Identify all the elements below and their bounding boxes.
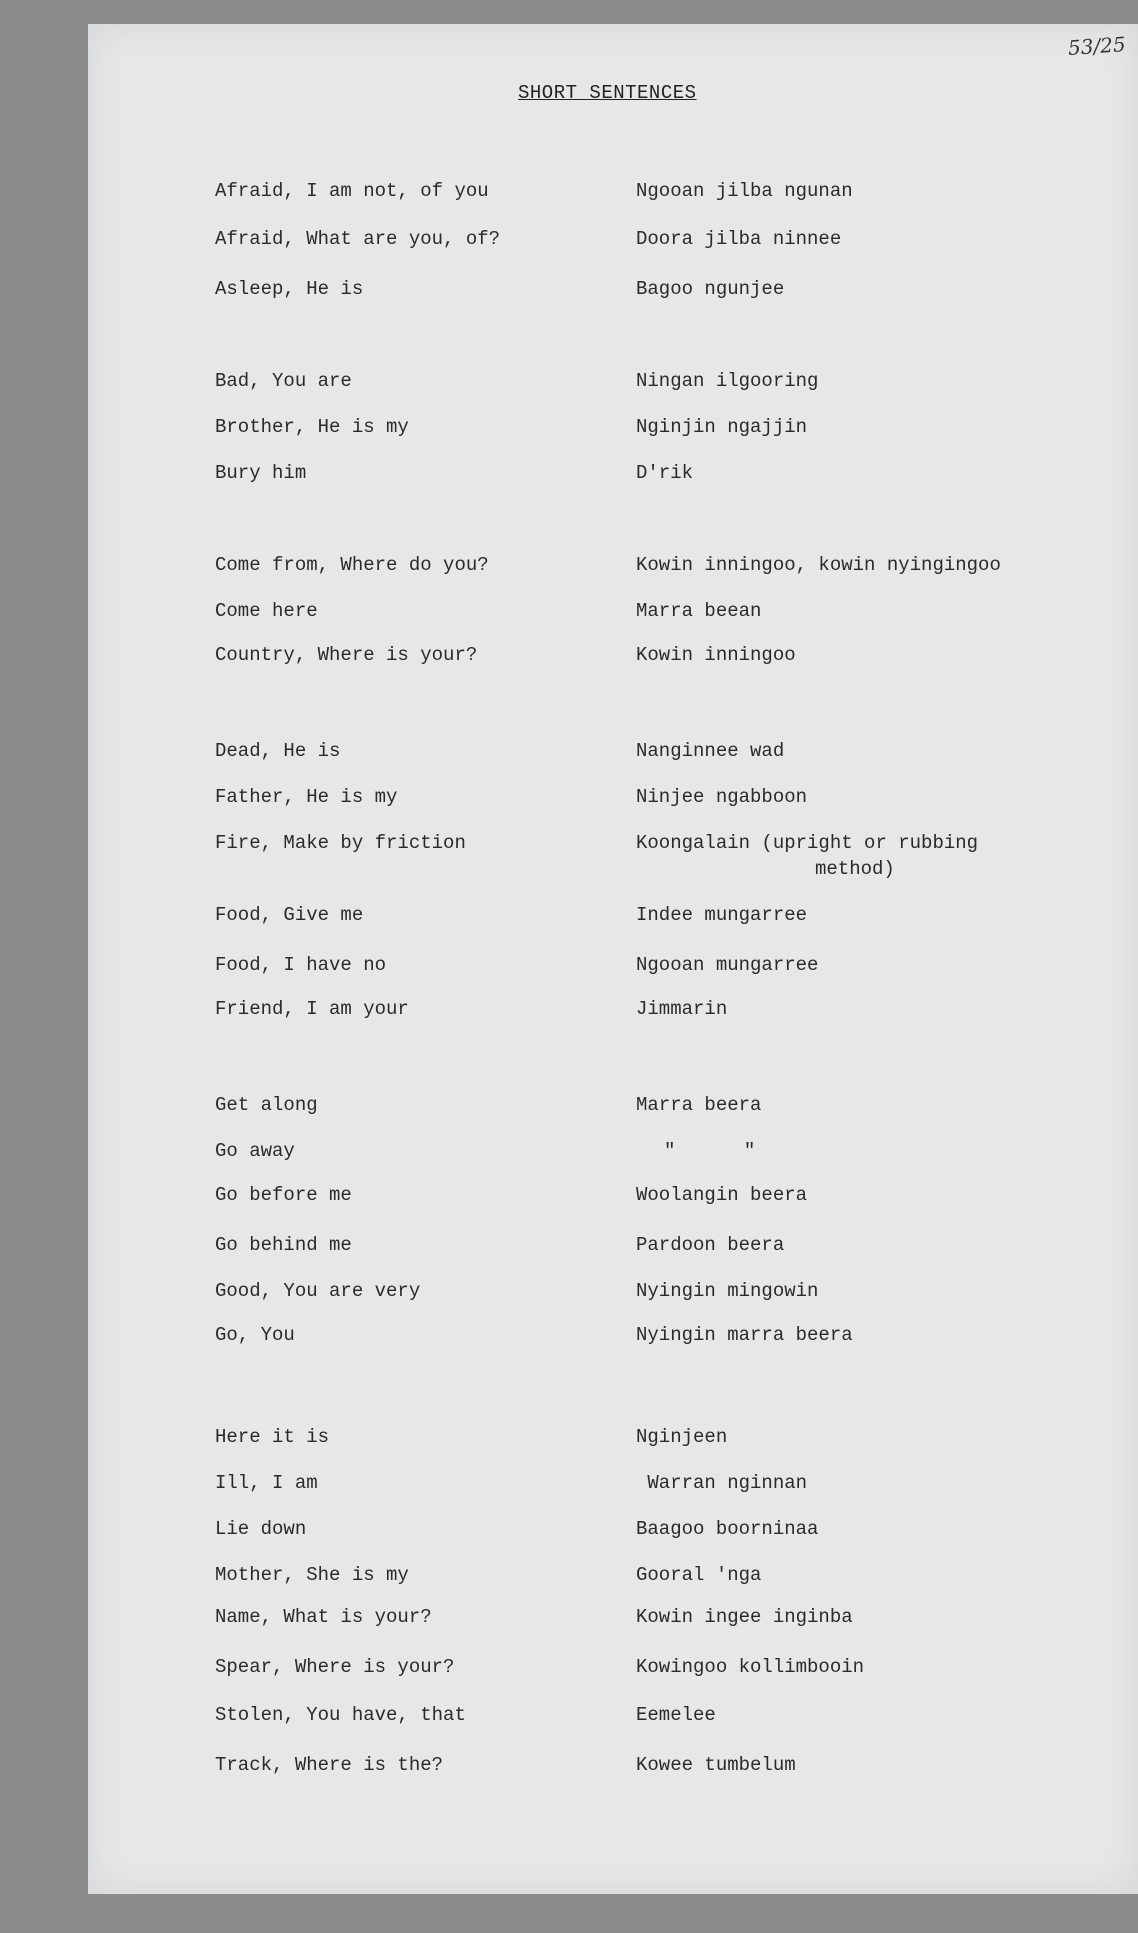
sentence-row — [0, 1518, 1138, 1548]
sentence-row — [0, 740, 1138, 770]
english-phrase: Friend, I am your — [215, 998, 409, 1020]
sentence-row — [0, 832, 1138, 888]
native-translation: Ninjee ngabboon — [636, 786, 808, 808]
sentence-row — [0, 278, 1138, 308]
native-translation: Nanginnee wad — [636, 740, 785, 762]
sentence-row — [0, 1656, 1138, 1686]
native-translation: Kowin inningoo, kowin nyingingoo — [636, 554, 1001, 576]
english-phrase: Bad, You are — [215, 370, 352, 392]
sentence-row — [0, 1564, 1138, 1594]
native-translation: Doora jilba ninnee — [636, 228, 842, 250]
english-phrase: Afraid, I am not, of you — [215, 180, 489, 202]
sentence-row — [0, 600, 1138, 630]
native-translation: Kowee tumbelum — [636, 1754, 796, 1776]
native-translation: " " — [664, 1140, 756, 1162]
native-translation: Nginjin ngajjin — [636, 416, 808, 438]
english-phrase: Bury him — [215, 462, 307, 484]
native-translation: Eemelee — [636, 1704, 716, 1726]
english-phrase: Ill, I am — [215, 1472, 318, 1494]
native-translation: Woolangin beera — [636, 1184, 808, 1206]
sentence-row — [0, 1094, 1138, 1124]
sentence-row — [0, 370, 1138, 400]
native-translation: Ngooan jilba ngunan — [636, 180, 853, 202]
english-phrase: Country, Where is your? — [215, 644, 478, 666]
native-translation: Jimmarin — [636, 998, 728, 1020]
english-phrase: Come from, Where do you? — [215, 554, 489, 576]
sentence-row — [0, 1324, 1138, 1354]
sentence-row — [0, 1184, 1138, 1214]
native-translation: Nginjeen — [636, 1426, 728, 1448]
sentence-row — [0, 1426, 1138, 1456]
sentence-row — [0, 644, 1138, 674]
english-phrase: Go behind me — [215, 1234, 352, 1256]
native-translation: Kowin ingee inginba — [636, 1606, 853, 1628]
sentence-row — [0, 1472, 1138, 1502]
native-translation: Warran nginnan — [636, 1472, 808, 1494]
native-translation: Baagoo boorninaa — [636, 1518, 819, 1540]
english-phrase: Fire, Make by friction — [215, 832, 466, 854]
sentence-row — [0, 554, 1138, 584]
english-phrase: Father, He is my — [215, 786, 398, 808]
english-phrase: Go away — [215, 1140, 295, 1162]
native-translation: Bagoo ngunjee — [636, 278, 785, 300]
sentence-row — [0, 998, 1138, 1028]
english-phrase: Stolen, You have, that — [215, 1704, 466, 1726]
english-phrase: Spear, Where is your? — [215, 1656, 455, 1678]
sentence-row — [0, 904, 1138, 934]
sentence-row — [0, 1280, 1138, 1310]
english-phrase: Name, What is your? — [215, 1606, 432, 1628]
sentence-row — [0, 1754, 1138, 1784]
sentence-row — [0, 786, 1138, 816]
native-translation: Indee mungarree — [636, 904, 808, 926]
native-translation: Marra beean — [636, 600, 762, 622]
english-phrase: Come here — [215, 600, 318, 622]
english-phrase: Asleep, He is — [215, 278, 364, 300]
english-phrase: Afraid, What are you, of? — [215, 228, 501, 250]
native-translation-continued: method) — [815, 858, 895, 880]
english-phrase: Food, Give me — [215, 904, 364, 926]
native-translation: Nyingin mingowin — [636, 1280, 819, 1302]
sentence-row — [0, 180, 1138, 210]
sentence-row — [0, 1140, 1138, 1170]
native-translation: Ningan ilgooring — [636, 370, 819, 392]
english-phrase: Get along — [215, 1094, 318, 1116]
native-translation: Nyingin marra beera — [636, 1324, 853, 1346]
english-phrase: Go, You — [215, 1324, 295, 1346]
sentence-row — [0, 462, 1138, 492]
page-title: SHORT SENTENCES — [518, 82, 697, 104]
english-phrase: Track, Where is the? — [215, 1754, 444, 1776]
sentence-row — [0, 1606, 1138, 1636]
sentence-row — [0, 416, 1138, 446]
native-translation: Kowin inningoo — [636, 644, 796, 666]
page-number: 53/25 — [1067, 32, 1127, 60]
english-phrase: Lie down — [215, 1518, 307, 1540]
sentence-row — [0, 954, 1138, 984]
native-translation: Marra beera — [636, 1094, 762, 1116]
native-translation: Gooral 'nga — [636, 1564, 762, 1586]
english-phrase: Mother, She is my — [215, 1564, 409, 1586]
sentence-row — [0, 228, 1138, 258]
native-translation: Kowingoo kollimbooin — [636, 1656, 865, 1678]
sentence-row — [0, 1234, 1138, 1264]
sentence-row — [0, 1704, 1138, 1734]
english-phrase: Food, I have no — [215, 954, 387, 976]
english-phrase: Brother, He is my — [215, 416, 409, 438]
english-phrase: Dead, He is — [215, 740, 341, 762]
english-phrase: Here it is — [215, 1426, 330, 1448]
native-translation: D'rik — [636, 462, 694, 484]
english-phrase: Go before me — [215, 1184, 352, 1206]
native-translation: Koongalain (upright or rubbing — [636, 832, 979, 854]
native-translation: Ngooan mungarree — [636, 954, 819, 976]
english-phrase: Good, You are very — [215, 1280, 421, 1302]
native-translation: Pardoon beera — [636, 1234, 785, 1256]
